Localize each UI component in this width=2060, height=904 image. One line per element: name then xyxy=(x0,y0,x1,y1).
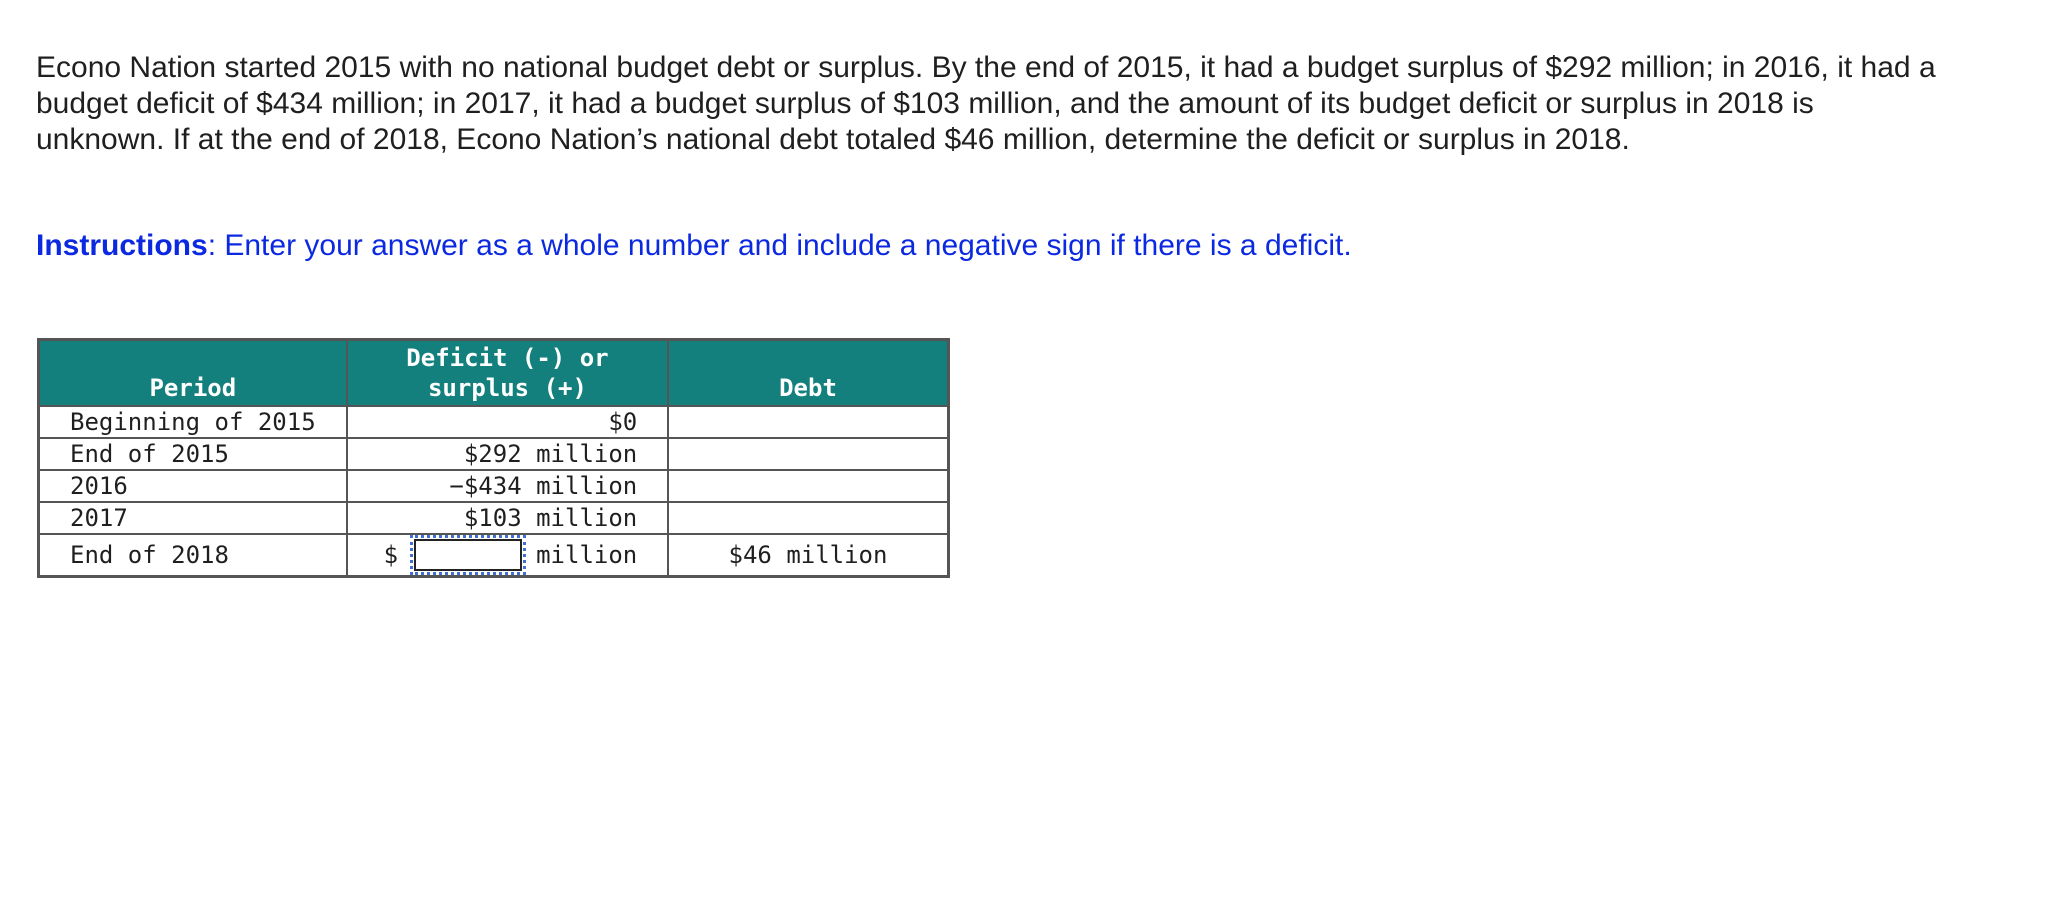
header-period: Period xyxy=(39,340,347,407)
cell-period: Beginning of 2015 xyxy=(39,406,347,438)
cell-deficit: −$434 million xyxy=(347,470,669,502)
table-row xyxy=(39,470,949,502)
cell-debt xyxy=(668,470,948,502)
cell-period: End of 2015 xyxy=(39,438,347,470)
budget-table xyxy=(37,338,950,578)
cell-debt xyxy=(668,502,948,534)
deficit-2018-input[interactable] xyxy=(414,539,522,571)
cell-deficit: $292 million xyxy=(347,438,669,470)
instructions-label: Instructions xyxy=(36,229,208,262)
table-row xyxy=(39,438,949,470)
table-row-end-of-2018 xyxy=(39,534,949,577)
header-deficit-line1: Deficit (-) or xyxy=(406,344,609,372)
instructions-text: : Enter your answer as a whole number and include a negative sign if there is a deficit. xyxy=(207,229,1352,262)
instructions xyxy=(36,228,1352,264)
cell-debt xyxy=(668,438,948,470)
cell-period: 2016 xyxy=(39,470,347,502)
currency-symbol: $ xyxy=(383,541,399,569)
unit-label: million xyxy=(536,541,638,569)
cell-debt: $46 million xyxy=(668,534,948,577)
input-focus-ring xyxy=(410,535,526,575)
cell-period: End of 2018 xyxy=(39,534,347,577)
header-deficit-surplus xyxy=(347,340,669,407)
cell-deficit: $0 xyxy=(347,406,669,438)
header-debt: Debt xyxy=(668,340,948,407)
table-header-row xyxy=(39,340,949,407)
question-text: Econo Nation started 2015 with no national budget debt or surplus. By the end of 2015, it had a budget surplus of $292 million; in 2016, it had a budget deficit of $434 million; in 2017, it had a budget surplus of $103 million, and the amount of its budget deficit or surplus in 2018 is unknown. If at the end of 2018, Econo Nation’s national debt totaled $46 million, determine the deficit or surplus in 2018. xyxy=(36,51,1936,156)
cell-deficit: $103 million xyxy=(347,502,669,534)
cell-deficit-answer xyxy=(347,534,669,577)
table-row xyxy=(39,502,949,534)
cell-period: 2017 xyxy=(39,502,347,534)
cell-debt xyxy=(668,406,948,438)
table-row xyxy=(39,406,949,438)
header-deficit-line2: surplus (+) xyxy=(427,374,587,402)
